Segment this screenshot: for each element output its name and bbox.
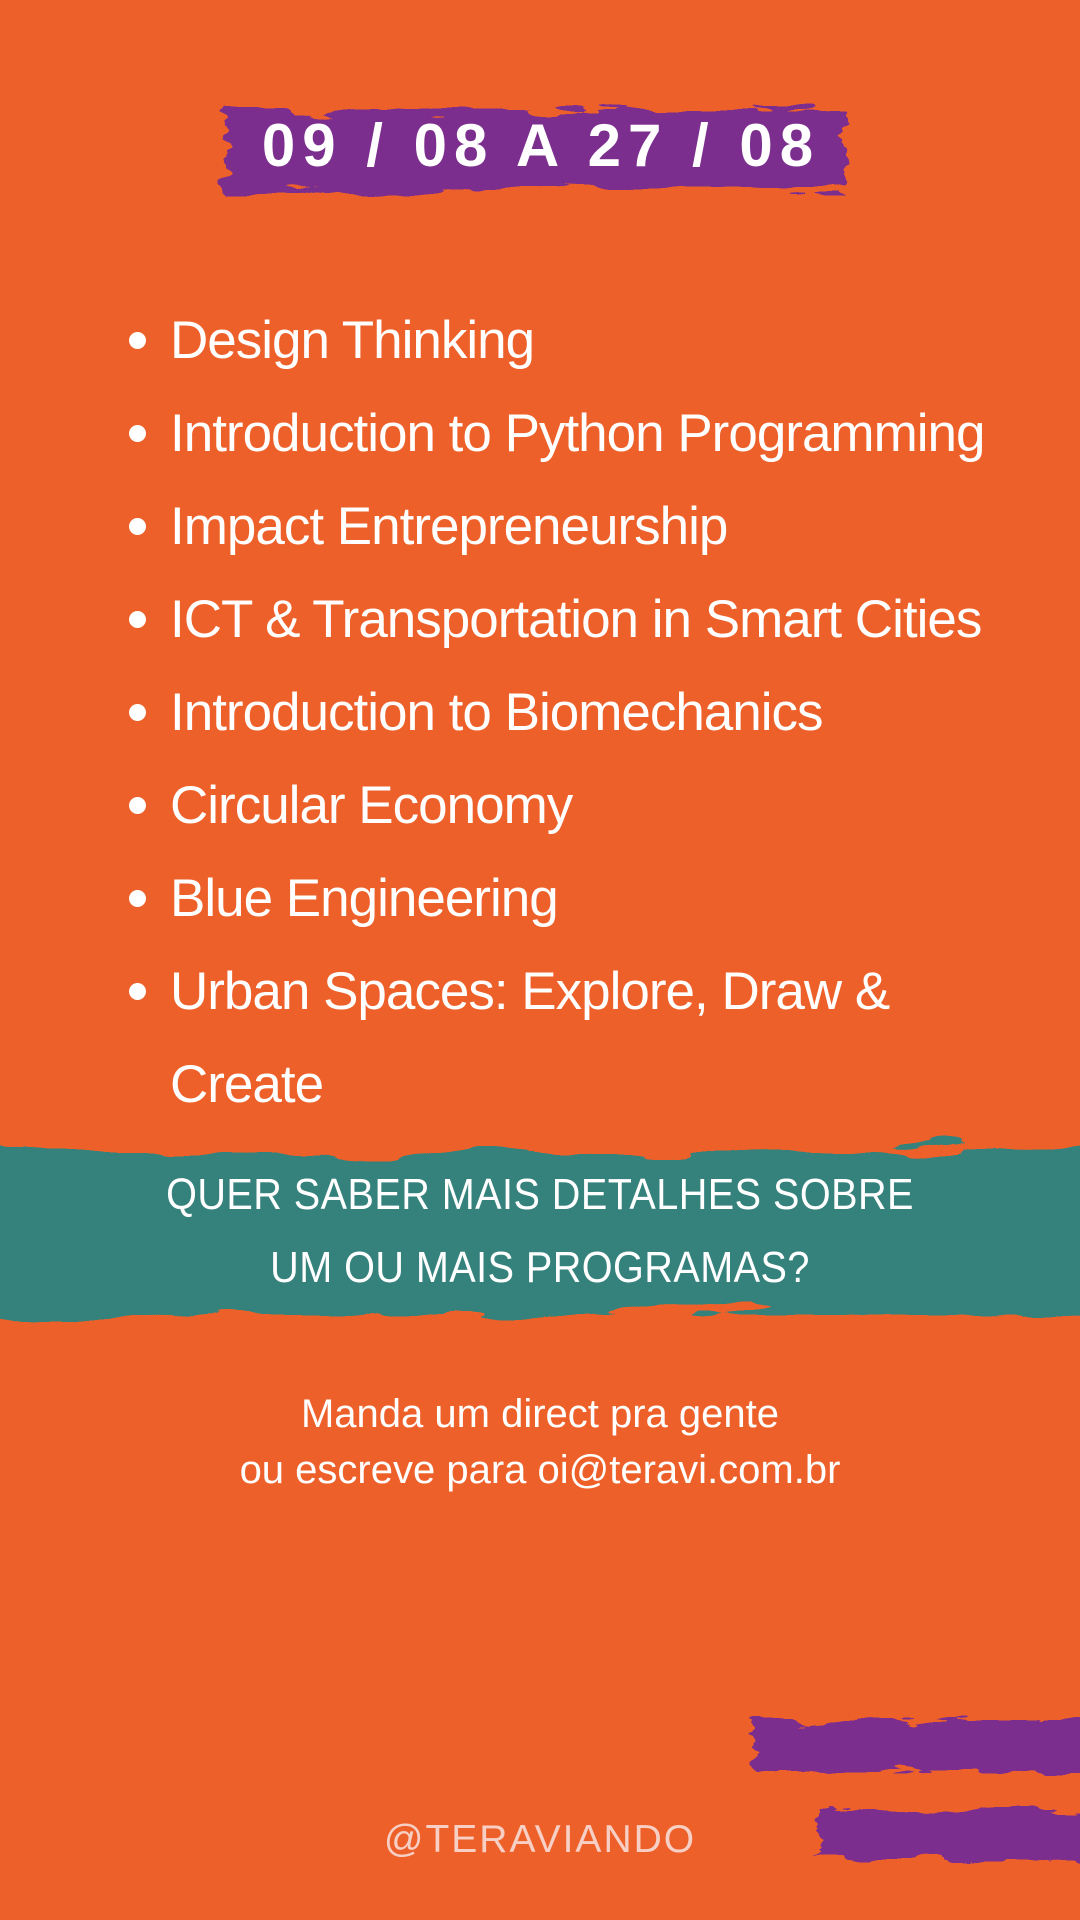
program-name: Impact Entrepreneurship [170, 497, 728, 556]
contact-info [0, 1386, 1080, 1498]
program-name: Circular Economy [170, 776, 573, 835]
decorative-brush-stroke-top [735, 1705, 1080, 1785]
instagram-handle: @TERAVIANDO [383, 1818, 697, 1861]
program-list-item [120, 945, 1025, 1131]
contact-line-1: Manda um direct pra gente [300, 1392, 780, 1436]
bullet-icon [129, 332, 146, 349]
program-name: Introduction to Python Programming [170, 404, 985, 463]
bullet-icon [129, 425, 146, 442]
program-list-item [120, 573, 1025, 666]
date-range-banner: 09 / 08 A 27 / 08 [261, 112, 821, 179]
bullet-icon [129, 611, 146, 628]
bullet-icon [129, 518, 146, 535]
program-name: ICT & Transportation in Smart Cities [170, 590, 982, 649]
cta-line-1: QUER SABER MAIS DETALHES SOBRE [166, 1170, 914, 1219]
program-list-item [120, 666, 1025, 759]
contact-line-2: ou escreve para oi@teravi.com.br [239, 1448, 841, 1492]
program-list-item [120, 759, 1025, 852]
program-list-item [120, 387, 1025, 480]
program-list-item [120, 294, 1025, 387]
bullet-icon [129, 797, 146, 814]
program-list [120, 294, 1025, 1131]
program-name: Design Thinking [170, 311, 535, 370]
cta-line-2: UM OU MAIS PROGRAMAS? [270, 1243, 810, 1292]
bullet-icon [129, 890, 146, 907]
program-list-item [120, 852, 1025, 945]
program-list-item [120, 480, 1025, 573]
bullet-icon [129, 704, 146, 721]
cta-question [54, 1158, 1026, 1304]
program-name: Blue Engineering [170, 869, 558, 928]
program-name: Introduction to Biomechanics [170, 683, 823, 742]
bullet-icon [129, 983, 146, 1000]
program-name: Urban Spaces: Explore, Draw & Create [170, 962, 890, 1114]
